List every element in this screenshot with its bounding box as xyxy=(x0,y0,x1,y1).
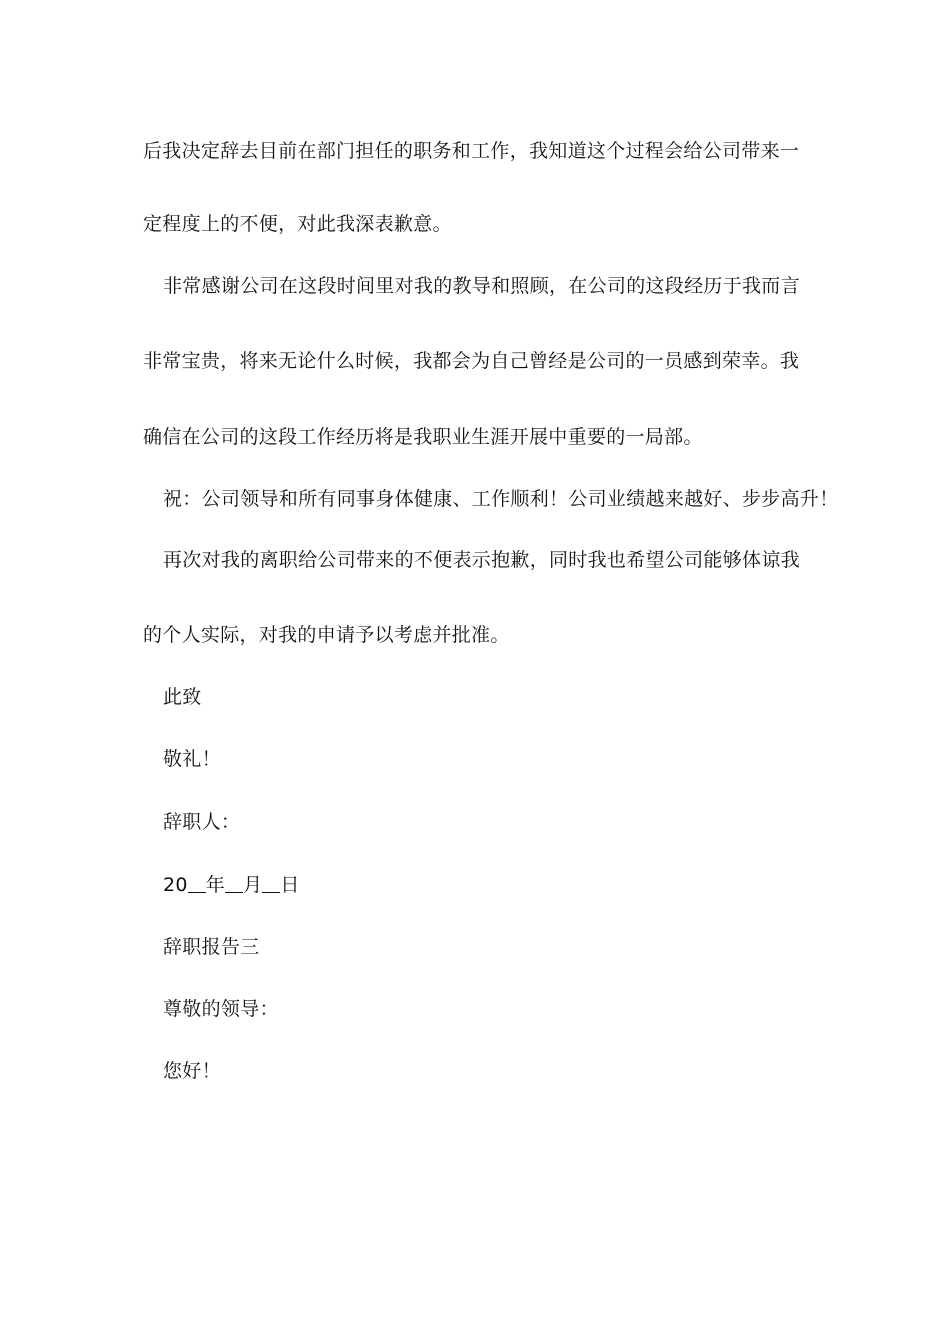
date-year-prefix: 20 xyxy=(163,874,188,896)
date-blank-year xyxy=(188,874,206,893)
date-blank-month xyxy=(225,874,243,893)
paragraph-line: 确信在公司的这段工作经历将是我职业生涯开展中重要的一局部。 xyxy=(143,426,703,448)
greeting-line: 尊敬的领导： xyxy=(163,998,279,1020)
paragraph-line: 定程度上的不便，对此我深表歉意。 xyxy=(143,213,452,235)
paragraph-line: 非常宝贵，将来无论什么时候，我都会为自己曾经是公司的一员感到荣幸。我 xyxy=(143,350,800,372)
salutation-closing: 敬礼！ xyxy=(163,748,221,770)
paragraph-line: 非常感谢公司在这段时间里对我的教导和照顾，在公司的这段经历于我而言 xyxy=(163,275,800,297)
date-blank-day xyxy=(262,874,280,893)
paragraph-line: 的个人实际，对我的申请予以考虑并批准。 xyxy=(143,624,510,646)
signer-label: 辞职人： xyxy=(163,811,241,833)
paragraph-line: 后我决定辞去目前在部门担任的职务和工作，我知道这个过程会给公司带来一 xyxy=(143,140,800,162)
section-title: 辞职报告三 xyxy=(163,936,260,958)
date-line xyxy=(163,873,300,897)
date-year-label: 年 xyxy=(205,874,226,896)
date-day-label: 日 xyxy=(280,874,300,896)
greeting-line: 您好！ xyxy=(163,1060,221,1082)
blessing-line: 祝：公司领导和所有同事身体健康、工作顺利！公司业绩越来越好、步步高升！ xyxy=(163,488,839,510)
closing-line: 此致 xyxy=(163,686,202,708)
paragraph-line: 再次对我的离职给公司带来的不便表示抱歉，同时我也希望公司能够体谅我 xyxy=(163,549,800,571)
date-month-label: 月 xyxy=(243,874,263,896)
